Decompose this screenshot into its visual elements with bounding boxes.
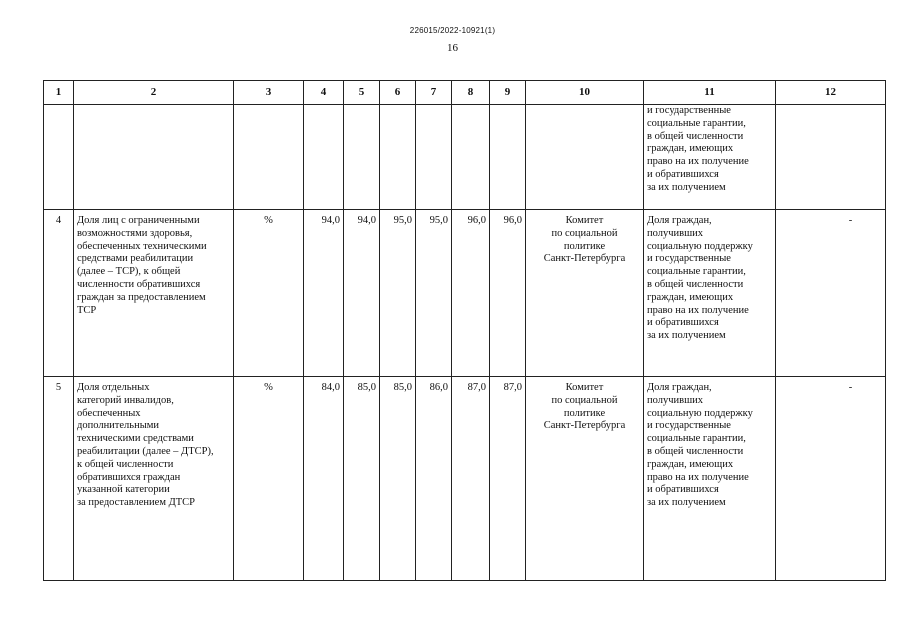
value-cell: 94,0 [304,210,344,377]
column-header: 7 [416,81,452,105]
indicator-description-cell: Доля граждан, получивших социальную поддержку и государственные социальные гарантии, в общей численности граждан, имеющих право на их получение и обратившихся за их получением [644,210,776,377]
unit-cell: % [234,377,304,581]
cell [44,105,74,210]
cell [344,105,380,210]
value-cell: 85,0 [380,377,416,581]
value-cell: 84,0 [304,377,344,581]
row-number-cell: 5 [44,377,74,581]
column-header: 8 [452,81,490,105]
column-header: 1 [44,81,74,105]
column-header: 4 [304,81,344,105]
cell [380,105,416,210]
value-cell: 86,0 [416,377,452,581]
table-header-row [44,81,886,105]
value-cell: 96,0 [490,210,526,377]
value-cell: 95,0 [416,210,452,377]
note-text: - [848,382,853,393]
indicator-name-cell: Доля лиц с ограниченными возможностями здоровья, обеспеченных техническими средствами реабилитации (далее – ТСР), к общей численности обратившихся граждан за предоставлением ТСР [74,210,234,377]
cell [776,105,886,210]
table-row [44,377,886,581]
row-number-cell: 4 [44,210,74,377]
value-cell: 96,0 [452,210,490,377]
indicator-name-cell: Доля отдельных категорий инвалидов, обеспеченных дополнительными техническими средствами реабилитации (далее – ДТСР), к общей численности обратившихся граждан указанной категории за предоставлением ДТСР [74,377,234,581]
column-header: 10 [526,81,644,105]
cell [74,105,234,210]
page-number: 16 [447,42,458,54]
note-text: - [848,215,853,226]
column-header: 3 [234,81,304,105]
cell [452,105,490,210]
value-cell: 87,0 [452,377,490,581]
note-cell [776,377,886,581]
table-row-continuation [44,105,886,210]
indicator-continuation-cell: и государственные социальные гарантии, в общей численности граждан, имеющих право на их получение и обратившихся за их получением [644,105,776,210]
document-stamp: 226015/2022-10921(1) [409,26,496,35]
cell [234,105,304,210]
note-cell [776,210,886,377]
value-cell: 85,0 [344,377,380,581]
value-cell: 95,0 [380,210,416,377]
column-header: 2 [74,81,234,105]
column-header: 9 [490,81,526,105]
cell [304,105,344,210]
column-header: 12 [776,81,886,105]
unit-cell: % [234,210,304,377]
executor-cell: Комитет по социальной политике Санкт-Петербурга [526,210,644,377]
value-cell: 94,0 [344,210,380,377]
column-header: 11 [644,81,776,105]
executor-cell: Комитет по социальной политике Санкт-Петербурга [526,377,644,581]
cell [526,105,644,210]
column-header: 5 [344,81,380,105]
indicators-table [43,80,886,581]
cell [490,105,526,210]
indicator-description-cell: Доля граждан, получивших социальную поддержку и государственные социальные гарантии, в общей численности граждан, имеющих право на их получение и обратившихся за их получением [644,377,776,581]
value-cell: 87,0 [490,377,526,581]
cell [416,105,452,210]
table-row [44,210,886,377]
column-header: 6 [380,81,416,105]
